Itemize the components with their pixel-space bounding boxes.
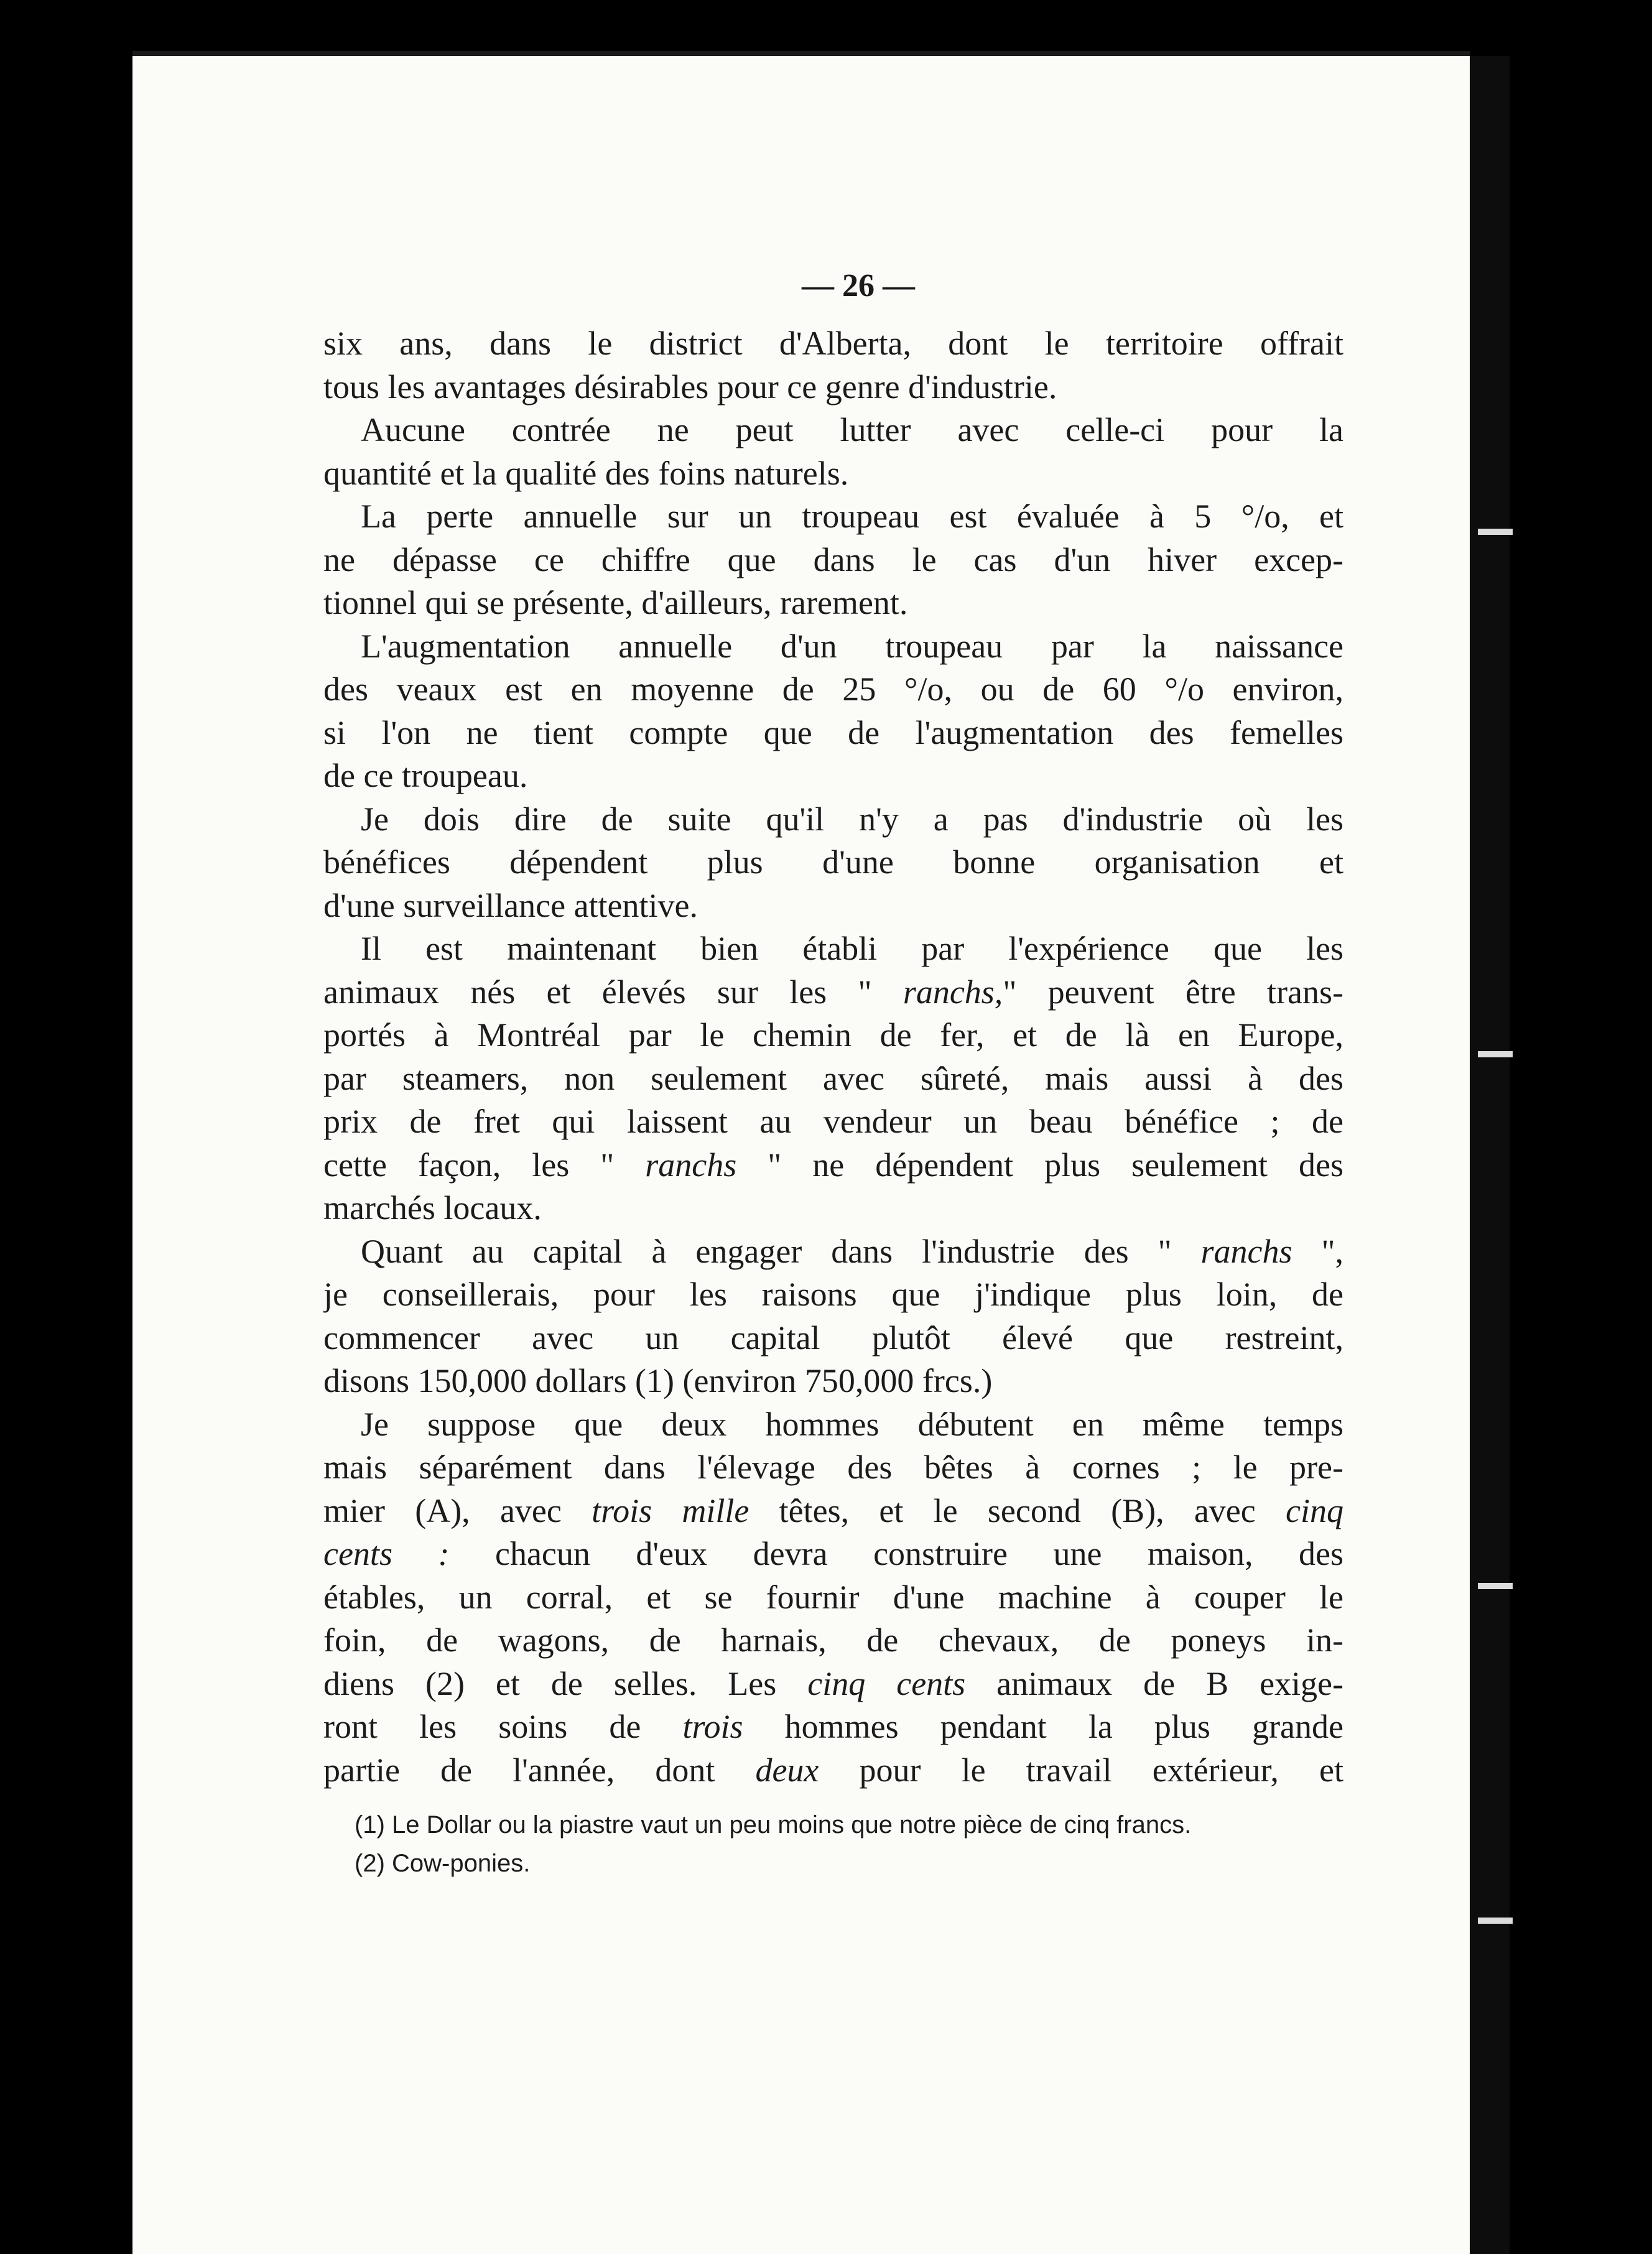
- text-line: Quant au capital à engager dans l'industrie des " ranchs ",: [361, 1232, 1343, 1270]
- italic-term: trois mille: [592, 1491, 749, 1529]
- text-line: bénéfices dépendent plus d'une bonne organisation et: [323, 843, 1343, 881]
- text-line: étables, un corral, et se fournir d'une machine à couper le: [323, 1578, 1343, 1616]
- text-line: Je dois dire de suite qu'il n'y a pas d'industrie où les: [361, 800, 1343, 838]
- italic-term: ranchs: [645, 1146, 737, 1184]
- text-line: d'une surveillance attentive.: [323, 886, 698, 924]
- italic-term: ranchs: [1200, 1232, 1292, 1270]
- text-line: animaux nés et élevés sur les " ranchs," peuvent être trans-: [323, 973, 1343, 1011]
- text-line: marchés locaux.: [323, 1189, 542, 1227]
- italic-term: cents :: [323, 1535, 450, 1572]
- edge-mark: [1478, 1918, 1513, 1924]
- text-line: ne dépasse ce chiffre que dans le cas d'un hiver excep-: [323, 540, 1343, 578]
- scan-right-edge: [1470, 56, 1510, 2254]
- edge-mark: [1478, 1583, 1513, 1589]
- text-line: portés à Montréal par le chemin de fer, et de là en Europe,: [323, 1016, 1343, 1054]
- text-line: La perte annuelle sur un troupeau est évaluée à 5 °/o, et: [361, 498, 1343, 535]
- text-line: foin, de wagons, de harnais, de chevaux, de poneys in-: [323, 1621, 1343, 1659]
- text-line: prix de fret qui laissent au vendeur un beau bénéfice ; de: [323, 1103, 1343, 1140]
- text-line: diens (2) et de selles. Les cinq cents animaux de B exige-: [323, 1664, 1343, 1702]
- italic-term: cinq cents: [807, 1664, 966, 1702]
- text-line: disons 150,000 dollars (1) (environ 750,000 frcs.): [323, 1362, 993, 1399]
- text-line: cents : chacun d'eux devra construire une maison, des: [323, 1535, 1343, 1572]
- italic-term: trois: [682, 1708, 743, 1745]
- italic-term: deux: [755, 1751, 819, 1789]
- text-line: Il est maintenant bien établi par l'expérience que les: [361, 930, 1343, 967]
- text-line: de ce troupeau.: [323, 757, 528, 794]
- footnote: (1) Le Dollar ou la piastre vaut un peu moins que notre pièce de cinq francs.: [355, 1811, 1192, 1839]
- footnote: (2) Cow-ponies.: [355, 1850, 531, 1877]
- text-line: L'augmentation annuelle d'un troupeau par la naissance: [361, 627, 1343, 665]
- text-line: je conseillerais, pour les raisons que j'indique plus loin, de: [323, 1276, 1343, 1313]
- edge-mark: [1478, 1051, 1513, 1057]
- text-line: ront les soins de trois hommes pendant la plus grande: [323, 1708, 1343, 1745]
- text-line: mier (A), avec trois mille têtes, et le second (B), avec cinq: [323, 1491, 1343, 1529]
- body-text: [323, 322, 1343, 1792]
- footnotes: [323, 1806, 1343, 1883]
- text-line: tionnel qui se présente, d'ailleurs, rarement.: [323, 584, 908, 621]
- text-line: Je suppose que deux hommes débutent en même temps: [361, 1405, 1343, 1443]
- text-line: Aucune contrée ne peut lutter avec celle-ci pour la: [361, 411, 1343, 448]
- text-line: quantité et la qualité des foins naturels.: [323, 454, 849, 492]
- text-line: si l'on ne tient compte que de l'augmentation des femelles: [323, 713, 1343, 751]
- text-line: des veaux est en moyenne de 25 °/o, ou de 60 °/o environ,: [323, 670, 1343, 708]
- edge-mark: [1478, 529, 1513, 535]
- page-text: [323, 267, 1343, 1883]
- page-number: — 26 —: [802, 268, 915, 304]
- text-line: mais séparément dans l'élevage des bêtes à cornes ; le pre-: [323, 1449, 1343, 1486]
- text-line: tous les avantages désirables pour ce genre d'industrie.: [323, 368, 1057, 406]
- text-line: cette façon, les " ranchs " ne dépendent plus seulement des: [323, 1146, 1343, 1184]
- italic-term: ranchs,: [903, 973, 1003, 1011]
- text-line: par steamers, non seulement avec sûreté, mais aussi à des: [323, 1059, 1343, 1097]
- text-line: six ans, dans le district d'Alberta, dont le territoire offrait: [323, 325, 1343, 362]
- text-line: partie de l'année, dont deux pour le travail extérieur, et: [323, 1751, 1343, 1789]
- italic-term: cinq: [1286, 1491, 1343, 1529]
- text-line: commencer avec un capital plutôt élevé que restreint,: [323, 1319, 1343, 1357]
